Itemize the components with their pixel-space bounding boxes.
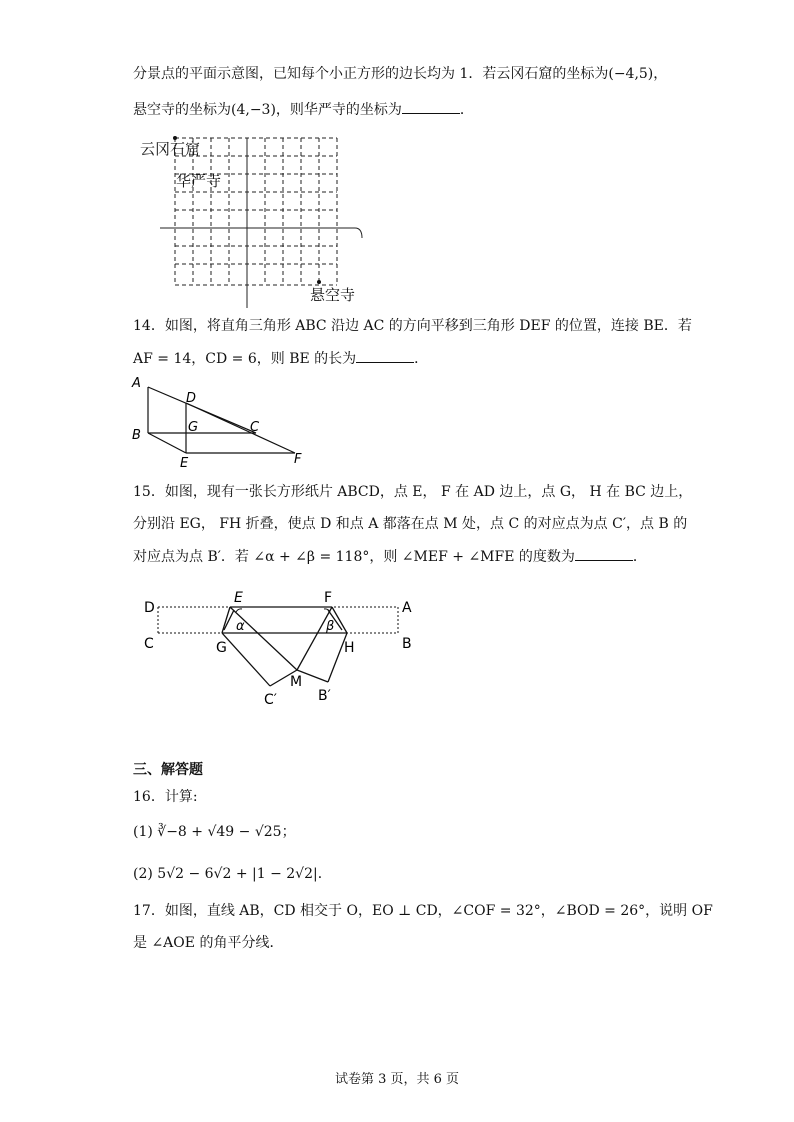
q14-end: ． [414, 351, 429, 367]
page-footer: 试卷第 3 页，共 6 页 [334, 1072, 460, 1087]
q16-part2: (2) 5√2 − 6√2 + |1 − 2√2|． [133, 866, 332, 882]
q13-line1: 分景点的平面示意图，已知每个小正方形的边长均为 1．若云冈石窟的坐标为(−4,5)， [133, 66, 668, 82]
label-G: G [216, 640, 227, 656]
label-C: C [250, 420, 260, 435]
label-E: E [180, 456, 189, 470]
q16-stem: 16．计算: [133, 789, 198, 805]
label-yungang: 云冈石窟 [140, 140, 201, 158]
q17-line2: 是 ∠AOE 的角平分线． [133, 935, 284, 951]
q17-line1: 17．如图，直线 AB，CD 相交于 O，EO ⊥ CD，∠COF = 32°，∠BOD = 26°，说明 OF [133, 903, 713, 919]
x-axis-arrow [355, 228, 362, 238]
label-H: H [344, 640, 355, 656]
q15-answer-blank[interactable] [575, 546, 633, 561]
original-rectangle [158, 607, 398, 633]
q13-grid-figure [130, 130, 380, 310]
label-A: A [132, 376, 141, 391]
q14-answer-blank[interactable] [356, 348, 414, 363]
q14-line1: 14．如图，将直角三角形 ABC 沿边 AC 的方向平移到三角形 DEF 的位置，连接 BE．若 [133, 318, 692, 334]
label-G: G [188, 420, 199, 435]
label-M: M [290, 674, 303, 690]
label-F: F [324, 590, 333, 606]
q15-line1: 15．如图，现有一张长方形纸片 ABCD，点 E， F 在 AD 边上，点 G， H 在 BC 边上， [133, 484, 693, 500]
q15-end: ． [632, 549, 647, 565]
label-beta: β [326, 619, 335, 634]
label-B-prime: B′ [318, 688, 331, 704]
q13-line2 [133, 99, 474, 120]
q15-line3-text: 对应点为点 B′．若 ∠α + ∠β = 118°，则 ∠MEF + ∠MFE 的度数为 [133, 549, 575, 565]
q13-end: ． [459, 102, 474, 118]
q13-answer-blank[interactable] [402, 99, 460, 114]
segment-DF [186, 403, 295, 453]
label-C-prime: C′ [264, 692, 277, 708]
q14-line2-text: AF = 14，CD = 6，则 BE 的长为 [133, 351, 357, 367]
label-C: C [144, 636, 154, 652]
point-xuankong [317, 280, 321, 284]
q14-triangle-figure [128, 375, 318, 470]
q15-line3 [133, 546, 647, 567]
label-E: E [234, 590, 243, 606]
label-D: D [144, 600, 155, 616]
section-title: 三、解答题 [133, 762, 203, 778]
q13-line2-text: 悬空寺的坐标为(4,−3)，则华严寺的坐标为 [133, 102, 402, 118]
label-xuankong: 悬空寺 [310, 286, 356, 304]
label-B: B [132, 428, 141, 443]
label-A: A [402, 600, 412, 616]
q15-fold-figure [138, 582, 428, 712]
q16-part1: (1) ∛−8 + √49 − √25； [133, 824, 296, 840]
angle-arc-E [236, 609, 242, 612]
label-huayan: 华严寺 [176, 172, 222, 190]
segment-BE [148, 433, 186, 453]
label-D: D [186, 391, 197, 406]
label-B: B [402, 636, 412, 652]
q15-line2: 分别沿 EG， FH 折叠，使点 D 和点 A 都落在点 M 处，点 C 的对应点为点 C′，点 B 的 [133, 516, 688, 532]
q14-line2 [133, 348, 428, 369]
grid-lines [175, 138, 337, 285]
label-alpha: α [236, 619, 245, 634]
label-F: F [294, 452, 302, 467]
